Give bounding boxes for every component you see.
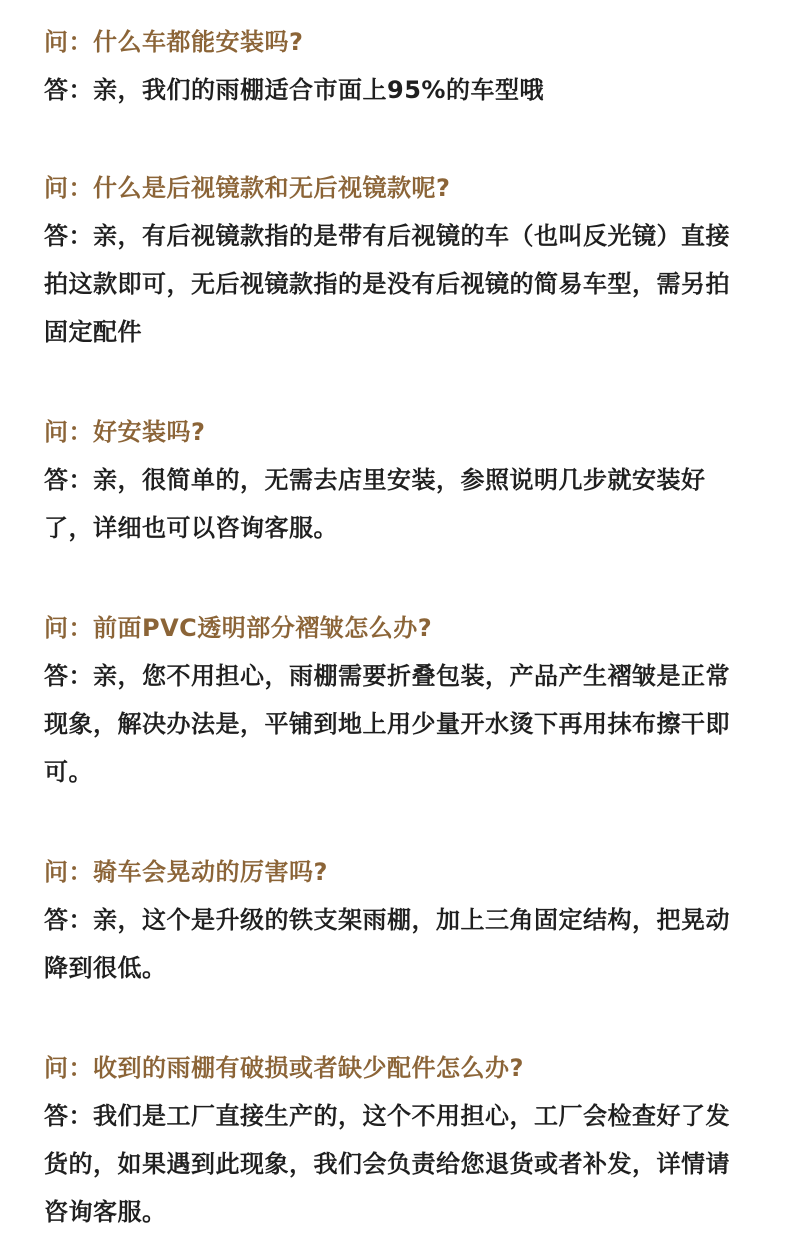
- answer-prefix: 答：: [44, 222, 93, 250]
- question-content: 骑车会晃动的厉害吗?: [93, 858, 328, 886]
- question-content: 什么车都能安装吗?: [93, 28, 304, 56]
- question-text: [44, 848, 754, 896]
- answer-content: 亲，这个是升级的铁支架雨棚，加上三角固定结构，把晃动降到很低。: [44, 906, 730, 982]
- question-prefix: 问：: [44, 174, 93, 202]
- question-content: 前面PVC透明部分褶皱怎么办?: [93, 614, 433, 642]
- question-content: 好安装吗?: [93, 418, 206, 446]
- faq-item-6: [44, 1044, 754, 1236]
- answer-text: [44, 456, 754, 552]
- answer-prefix: 答：: [44, 906, 93, 934]
- question-text: [44, 164, 754, 212]
- question-text: [44, 604, 754, 652]
- faq-item-3: [44, 408, 754, 552]
- question-prefix: 问：: [44, 1054, 93, 1082]
- question-text: [44, 408, 754, 456]
- answer-text: [44, 212, 754, 356]
- answer-prefix: 答：: [44, 662, 93, 690]
- answer-text: [44, 896, 754, 992]
- answer-content: 亲，您不用担心，雨棚需要折叠包装，产品产生褶皱是正常现象，解决办法是，平铺到地上用少量开水烫下再用抹布擦干即可。: [44, 662, 730, 786]
- question-prefix: 问：: [44, 28, 93, 56]
- faq-item-1: [44, 18, 754, 114]
- faq-item-5: [44, 848, 754, 992]
- question-text: [44, 1044, 754, 1092]
- answer-text: [44, 66, 754, 114]
- question-text: [44, 18, 754, 66]
- question-content: 什么是后视镜款和无后视镜款呢?: [93, 174, 451, 202]
- answer-content: 我们是工厂直接生产的，这个不用担心，工厂会检查好了发货的，如果遇到此现象，我们会负责给您退货或者补发，详情请咨询客服。: [44, 1102, 730, 1226]
- answer-prefix: 答：: [44, 466, 93, 494]
- answer-prefix: 答：: [44, 76, 93, 104]
- answer-text: [44, 1092, 754, 1236]
- answer-content: 亲，我们的雨棚适合市面上95%的车型哦: [93, 76, 544, 104]
- question-prefix: 问：: [44, 858, 93, 886]
- faq-item-4: [44, 604, 754, 796]
- answer-prefix: 答：: [44, 1102, 93, 1130]
- question-content: 收到的雨棚有破损或者缺少配件怎么办?: [93, 1054, 524, 1082]
- question-prefix: 问：: [44, 614, 93, 642]
- answer-text: [44, 652, 754, 796]
- answer-content: 亲，有后视镜款指的是带有后视镜的车（也叫反光镜）直接拍这款即可，无后视镜款指的是没有后视镜的简易车型，需另拍固定配件: [44, 222, 730, 346]
- faq-item-2: [44, 164, 754, 356]
- answer-content: 亲，很简单的，无需去店里安装，参照说明几步就安装好了，详细也可以咨询客服。: [44, 466, 706, 542]
- question-prefix: 问：: [44, 418, 93, 446]
